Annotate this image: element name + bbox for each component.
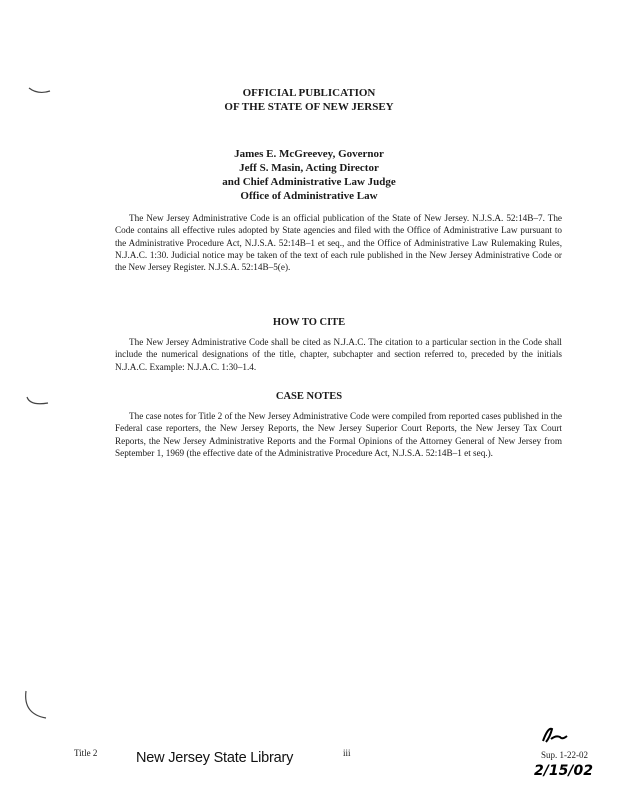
how-to-cite-paragraph: The New Jersey Administrative Code shall be cited as N.J.A.C. The citation to a particular section in the Code shall include the numerical designations of the title, chapter, subchapter and section referred to, preceded by the initials N.J.A.C. Example: N.J.A.C. 1:30–1.4. <box>115 337 562 372</box>
officials-block <box>0 147 618 203</box>
office-line: Office of Administrative Law <box>240 190 378 202</box>
footer-title: Title 2 <box>74 748 98 758</box>
director-line: Jeff S. Masin, Acting Director <box>239 162 379 174</box>
case-notes-heading: CASE NOTES <box>275 391 343 402</box>
supplement-date: Sup. 1-22-02 <box>541 750 588 760</box>
case-notes-paragraph: The case notes for Title 2 of the New Jersey Administrative Code were compiled from reported cases published in the Federal case reporters, the New Jersey Reports, the New Jersey Superior Court Reports, the New Jersey Tax Court Reports, the New Jersey Administrative Reports and the Formal Opinions of the Attorney General of New Jersey from September 1, 1969 (the effective date of the Administrative Procedure Act, N.J.S.A. 52:14B–1 et seq.). <box>115 411 562 458</box>
how-to-cite-heading: HOW TO CITE <box>272 317 346 328</box>
judge-line: and Chief Administrative Law Judge <box>222 176 396 188</box>
punch-hole-mark-bottom <box>22 690 48 722</box>
page-number: iii <box>343 748 351 758</box>
handwritten-date: 2/15/02 <box>534 763 593 779</box>
governor-line: James E. McGreevey, Governor <box>234 148 384 160</box>
library-stamp: New Jersey State Library <box>136 750 294 766</box>
publication-title <box>0 86 618 114</box>
publication-title-line-1: OFFICIAL PUBLICATION <box>242 87 376 99</box>
handwritten-initials <box>540 725 570 745</box>
publication-title-line-2: OF THE STATE OF NEW JERSEY <box>224 101 394 113</box>
intro-paragraph: The New Jersey Administrative Code is an official publication of the State of New Jersey. N.J.S.A. 52:14B–7. The Code contains all effective rules adopted by State agencies and filed with the Office of Administrative Law pursuant to the Administrative Procedure Act, N.J.S.A. 52:14B–1 et seq., and the Office of Administrative Law Rulemaking Rules, N.J.A.C. 1:30. Judicial notice may be taken of the text of each rule published in the New Jersey Administrative Code or the New Jersey Register. N.J.S.A. 52:14B–5(e). <box>115 213 562 273</box>
